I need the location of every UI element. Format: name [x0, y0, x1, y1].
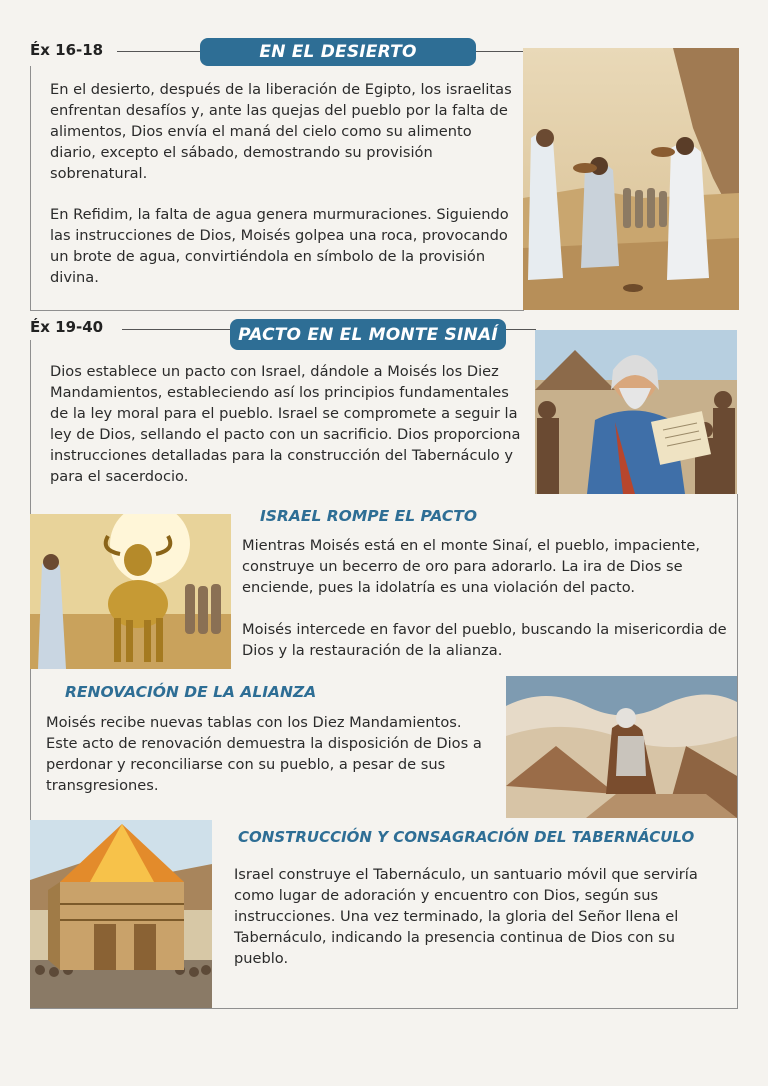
section2-title: PACTO EN EL MONTE SINAÍ — [238, 324, 498, 345]
tabernacle-illustration — [30, 820, 212, 1008]
section2-border-right — [737, 494, 738, 1008]
section2-title-pill — [230, 319, 506, 350]
section1-border-bottom — [30, 310, 524, 311]
moses-kneeling-illustration — [506, 676, 737, 818]
section2-header-rule-right — [506, 329, 536, 330]
section1-text — [50, 79, 518, 288]
section1-border-left — [30, 66, 31, 310]
manna-illustration — [523, 48, 739, 310]
section2-border-bottom — [30, 1008, 738, 1009]
section1-header-rule-right — [476, 51, 524, 52]
moses-tablet-illustration — [535, 330, 737, 494]
section2-reference: Éx 19-40 — [30, 318, 104, 336]
rompe-paragraph-2: Moisés intercede en favor del pueblo, buscando la misericordia de Dios y la restauración de la alianza. — [242, 621, 727, 659]
rompe-title: ISRAEL ROMPE EL PACTO — [260, 507, 478, 525]
tabernaculo-title: CONSTRUCCIÓN Y CONSAGRACIÓN DEL TABERNÁCULO — [238, 828, 695, 846]
section2-paragraph-1: Dios establece un pacto con Israel, dándole a Moisés los Diez Mandamientos, estableciendo así los principios fundamentales de la ley moral para el pueblo. Israel se compromete a seguir la ley de Dios, sellando el pacto con un sacrificio. Dios proporciona instrucciones detalladas para la construcción del Tabernáculo y para el sacerdocio. — [50, 363, 521, 485]
tabernaculo-paragraph-1: Israel construye el Tabernáculo, un santuario móvil que serviría como lugar de adoración y encuentro con Dios, según sus instrucciones. Una vez terminado, la gloria del Señor llena el Tabernáculo, indicando la presencia continua de Dios con su pueblo. — [234, 866, 698, 967]
section2-header-rule-left — [122, 329, 237, 330]
section1-title: EN EL DESIERTO — [259, 42, 417, 62]
section2-text — [50, 361, 530, 487]
section1-title-pill — [200, 38, 476, 66]
golden-calf-illustration — [30, 514, 231, 669]
rompe-text — [242, 535, 732, 661]
section1-paragraph-1: En el desierto, después de la liberación de Egipto, los israelitas enfrentan desafíos y, ante las quejas del pueblo por la falta de alimentos, Dios envía el maná del cielo como su alimento diario, excepto el sábado, demostrando su provisión sobrenatural. — [50, 81, 512, 182]
renovacion-text — [46, 712, 496, 796]
section1-paragraph-2: En Refidim, la falta de agua genera murmuraciones. Siguiendo las instrucciones de Dios, Moisés golpea una roca, provocando un brote de agua, convirtiéndola en símbolo de la provisión divina. — [50, 206, 509, 286]
renovacion-title: RENOVACIÓN DE LA ALIANZA — [65, 683, 317, 701]
tabernaculo-text — [234, 864, 726, 969]
section1-header-rule-left — [117, 51, 207, 52]
section1-reference: Éx 16-18 — [30, 41, 104, 59]
rompe-paragraph-1: Mientras Moisés está en el monte Sinaí, el pueblo, impaciente, construye un becerro de oro para adorarlo. La ira de Dios se enciende, pues la idolatría es una violación del pacto. — [242, 537, 700, 596]
renovacion-paragraph-1: Moisés recibe nuevas tablas con los Diez Mandamientos. Este acto de renovación demuestra la disposición de Dios a perdonar y reconciliarse con su pueblo, a pesar de sus transgresiones. — [46, 714, 482, 794]
